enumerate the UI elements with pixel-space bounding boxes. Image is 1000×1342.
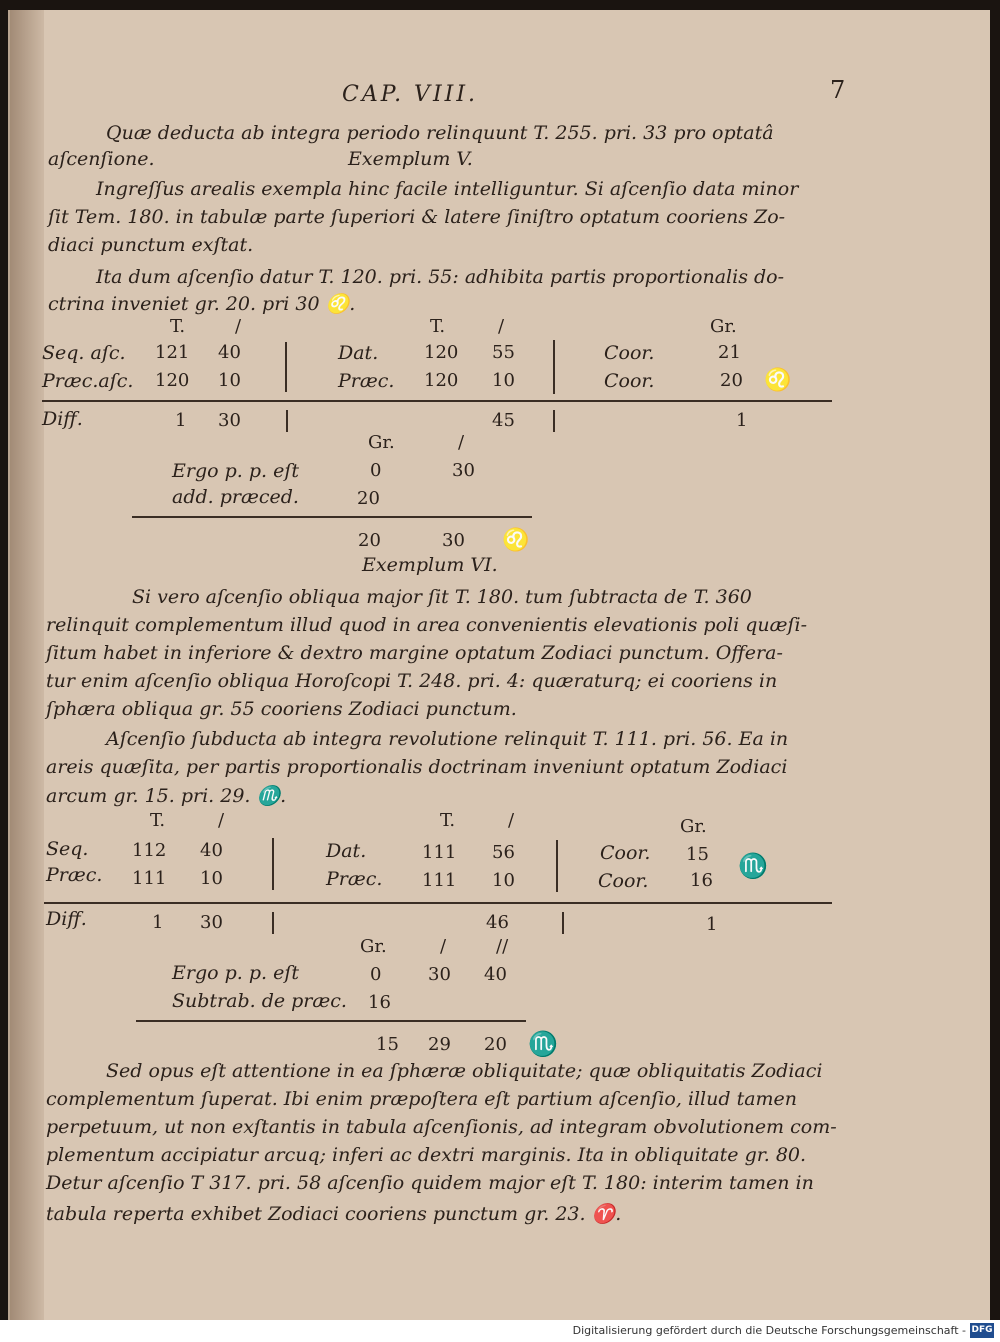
- cell: 121: [155, 342, 190, 363]
- row-label: Seq. aſc.: [42, 342, 126, 364]
- text-line: diaci punctum exſtat.: [48, 234, 254, 256]
- cell: 1: [152, 912, 164, 933]
- col-head: Gr.: [710, 316, 737, 337]
- cell: 21: [718, 342, 741, 363]
- text-line: areis quæſita, per partis proportionalis doctrinam inveniunt optatum Zodiaci: [46, 756, 788, 778]
- column-divider: [286, 410, 288, 432]
- col-head: T.: [430, 316, 446, 337]
- col-head: /: [498, 316, 505, 337]
- result-cell: 20: [484, 1034, 507, 1055]
- row-label: Coor.: [604, 342, 655, 364]
- col-head: T.: [440, 810, 456, 831]
- row-label: Ergo p. p. eſt: [172, 962, 299, 984]
- text-line: plementum accipiatur arcuq; inferi ac dextri marginis. Ita in obliquitate gr. 80.: [46, 1144, 807, 1166]
- cell: 56: [492, 842, 515, 863]
- text-line: complementum ſuperat. Ibi enim præpoſtera eſt partium aſcenſio, illud tamen: [46, 1088, 798, 1110]
- cell: 40: [218, 342, 241, 363]
- column-divider: [562, 912, 564, 934]
- text-line: arcum gr. 15. pri. 29. ♏.: [46, 785, 287, 807]
- text-line: Detur aſcenſio T 317. pri. 58 aſcenſio quidem major eſt T. 180: interim tamen in: [46, 1172, 814, 1194]
- col-head: /: [218, 810, 225, 831]
- text-line: relinquit complementum illud quod in area convenientis elevationis poli quæſi-: [46, 614, 808, 636]
- result-cell: 29: [428, 1034, 451, 1055]
- text-line: Ita dum aſcenſio datur T. 120. pri. 55: adhibita partis proportionalis do-: [96, 266, 785, 288]
- cell: 30: [452, 460, 475, 481]
- dfg-logo: DFG: [970, 1323, 994, 1338]
- result-cell: 15: [376, 1034, 399, 1055]
- text-line: ſit Tem. 180. in tabulæ parte ſuperiori & latere ſiniſtro optatum cooriens Zo-: [48, 206, 786, 228]
- text-line: ctrina inveniet gr. 20. pri 30 ♌.: [48, 293, 356, 315]
- col-head: /: [235, 316, 242, 337]
- cell: 30: [200, 912, 223, 933]
- result-cell: 20: [358, 530, 381, 551]
- col-head: Gr.: [360, 936, 387, 957]
- leo-sign-icon: ♌: [764, 368, 792, 393]
- text-line: perpetuum, ut non exſtantis in tabula aſcenſionis, ad integram obvolutionem com-: [46, 1116, 837, 1138]
- col-head: Gr.: [368, 432, 395, 453]
- cell: 55: [492, 342, 515, 363]
- cell: 20: [357, 488, 380, 509]
- text-line: Ingreſſus arealis exempla hinc facile intelliguntur. Si aſcenſio data minor: [96, 178, 799, 200]
- cell: 1: [175, 410, 187, 431]
- text-line: ſphæra obliqua gr. 55 cooriens Zodiaci punctum.: [46, 698, 517, 720]
- cell: 16: [690, 870, 713, 891]
- example-6-title: Exemplum VI.: [362, 554, 498, 576]
- row-label: Coor.: [600, 842, 651, 864]
- text-line: aſcenſione.: [48, 148, 155, 170]
- cell: 10: [492, 870, 515, 891]
- row-label: Ergo p. p. eſt: [172, 460, 299, 482]
- cell: 120: [424, 342, 459, 363]
- cell: 30: [218, 410, 241, 431]
- table-rule: [42, 400, 832, 402]
- column-divider: [553, 410, 555, 432]
- cell: 111: [422, 842, 457, 863]
- row-label: add. præced.: [172, 486, 299, 508]
- cell: 120: [424, 370, 459, 391]
- row-label: Dat.: [326, 840, 367, 862]
- cell: 10: [218, 370, 241, 391]
- cell: 10: [492, 370, 515, 391]
- cell: 20: [720, 370, 743, 391]
- table-rule: [44, 902, 832, 904]
- funding-notice: Digitalisierung gefördert durch die Deutsche Forschungsgemeinschaft -: [572, 1324, 966, 1337]
- col-head: //: [496, 936, 509, 957]
- text-line: tabula reperta exhibet Zodiaci cooriens punctum gr. 23. ♈.: [46, 1203, 622, 1225]
- diff-label: Diff.: [46, 908, 87, 930]
- cell: 10: [200, 868, 223, 889]
- cell: 45: [492, 410, 515, 431]
- page-number: 7: [830, 76, 846, 104]
- text-line: Quæ deducta ab integra periodo relinquunt T. 255. pri. 33 pro optatâ: [106, 122, 774, 144]
- cell: 40: [200, 840, 223, 861]
- scorpio-sign-icon: ♏: [528, 1030, 558, 1058]
- diff-label: Diff.: [42, 408, 83, 430]
- row-label: Præc.: [338, 370, 395, 392]
- column-divider: [556, 840, 558, 892]
- cell: 1: [706, 914, 718, 935]
- col-head: T.: [150, 810, 166, 831]
- book-page: [8, 10, 990, 1320]
- leo-sign-icon: ♌: [502, 528, 530, 553]
- result-cell: 30: [442, 530, 465, 551]
- cell: 16: [368, 992, 391, 1013]
- row-label: Præc.: [326, 868, 383, 890]
- col-head: Gr.: [680, 816, 707, 837]
- row-label: Seq.: [46, 838, 89, 860]
- table-rule: [132, 516, 532, 518]
- text-line: Aſcenſio ſubducta ab integra revolutione relinquit T. 111. pri. 56. Ea in: [106, 728, 789, 750]
- cell: 30: [428, 964, 451, 985]
- footer-bar: [0, 1320, 1000, 1342]
- cell: 112: [132, 840, 167, 861]
- col-head: T.: [170, 316, 186, 337]
- example-5-title: Exemplum V.: [348, 148, 473, 170]
- cell: 1: [736, 410, 748, 431]
- cell: 40: [484, 964, 507, 985]
- column-divider: [272, 838, 274, 890]
- page-gutter: [10, 10, 44, 1320]
- cell: 0: [370, 460, 382, 481]
- column-divider: [285, 342, 287, 392]
- col-head: /: [458, 432, 465, 453]
- cell: 46: [486, 912, 509, 933]
- cell: 111: [422, 870, 457, 891]
- chapter-heading: CAP. VIII.: [342, 82, 479, 107]
- cell: 0: [370, 964, 382, 985]
- row-label: Subtrab. de præc.: [172, 990, 347, 1012]
- column-divider: [553, 340, 555, 394]
- text-line: tur enim aſcenſio obliqua Horoſcopi T. 248. pri. 4: quæraturq; ei cooriens in: [46, 670, 778, 692]
- scorpio-sign-icon: ♏: [738, 852, 768, 880]
- col-head: /: [440, 936, 447, 957]
- row-label: Præc.aſc.: [42, 370, 134, 392]
- row-label: Coor.: [598, 870, 649, 892]
- cell: 120: [155, 370, 190, 391]
- cell: 15: [686, 844, 709, 865]
- row-label: Dat.: [338, 342, 379, 364]
- row-label: Præc.: [46, 864, 103, 886]
- cell: 111: [132, 868, 167, 889]
- text-line: Sed opus eſt attentione in ea ſphæræ obliquitate; quæ obliquitatis Zodiaci: [106, 1060, 823, 1082]
- column-divider: [272, 912, 274, 934]
- row-label: Coor.: [604, 370, 655, 392]
- text-line: ſitum habet in inferiore & dextro margine optatum Zodiaci punctum. Offera-: [46, 642, 783, 664]
- table-rule: [136, 1020, 526, 1022]
- col-head: /: [508, 810, 515, 831]
- text-line: Si vero aſcenſio obliqua major ſit T. 180. tum ſubtracta de T. 360: [132, 586, 752, 608]
